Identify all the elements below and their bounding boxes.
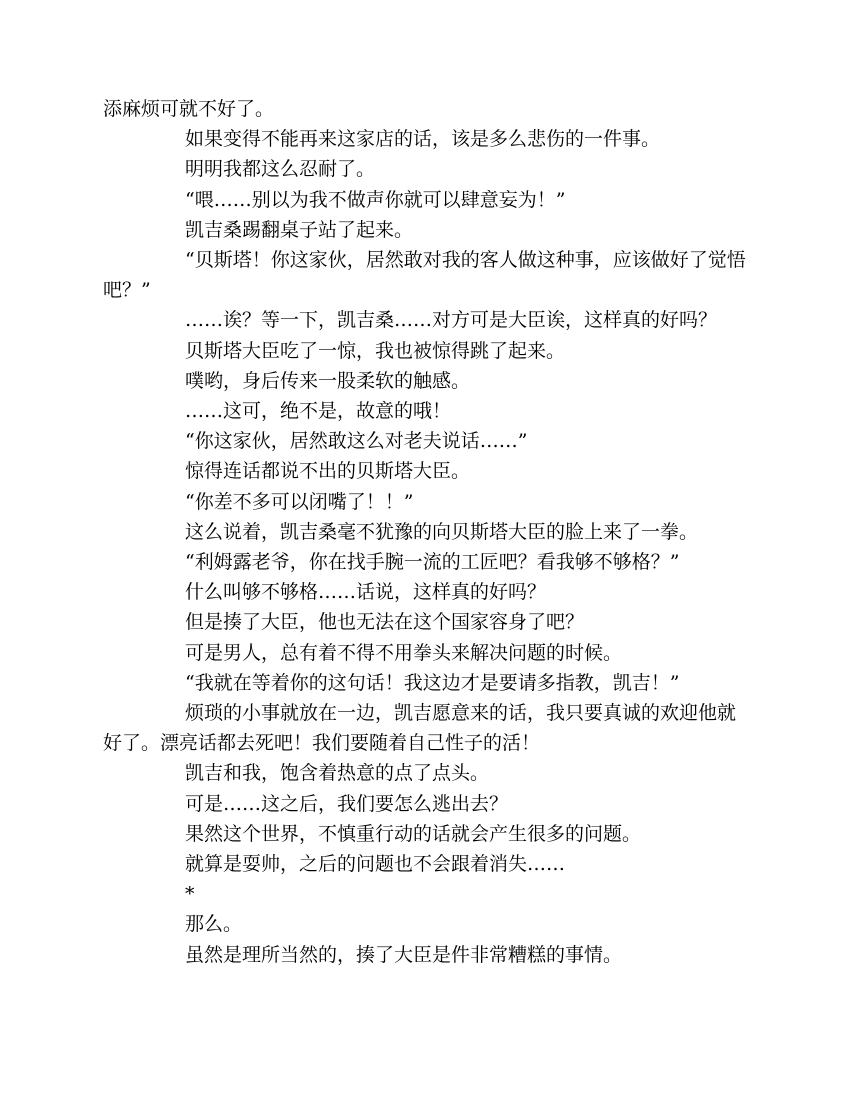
paragraph-9: 噗哟，身后传来一股柔软的触感。 — [185, 369, 471, 392]
paragraph-20: 烦琐的小事就放在一边，凯吉愿意来的话，我只要真诚的欢迎他就好了。漂亮话都去死吧！我们要随着自己性子的活！ — [103, 702, 737, 755]
paragraph-1: 添麻烦可就不好了。 — [103, 98, 275, 120]
paragraph-8: 贝斯塔大臣吃了一惊，我也被惊得跳了起来。 — [185, 339, 566, 362]
paragraph-6: “贝斯塔！你这家伙，居然敢对我的客人做这种事，应该做好了觉悟吧？” — [103, 249, 746, 302]
paragraph-5: 凯吉桑踢翻桌子站了起来。 — [185, 218, 414, 241]
paragraph-22: 可是……这之后，我们要怎么逃出去？ — [185, 792, 509, 815]
paragraph-3: 明明我都这么忍耐了。 — [185, 158, 376, 181]
paragraph-11: “你这家伙，居然敢这么对老夫说话……” — [185, 430, 528, 453]
paragraph-12: 惊得连话都说不出的贝斯塔大臣。 — [185, 460, 471, 483]
paragraph-24: 就算是耍帅，之后的问题也不会跟着消失…… — [185, 853, 566, 876]
paragraph-7: ……诶？等一下，凯吉桑……对方可是大臣诶，这样真的好吗？ — [185, 309, 718, 332]
paragraph-15: “利姆露老爷，你在找手腕一流的工匠吧？看我够不够格？” — [185, 551, 680, 574]
paragraph-23: 果然这个世界，不慎重行动的话就会产生很多的问题。 — [185, 822, 642, 845]
paragraph-27: 虽然是理所当然的，揍了大臣是件非常糟糕的事情。 — [185, 943, 623, 966]
document-page — [103, 94, 748, 970]
paragraph-18: 可是男人，总有着不得不用拳头来解决问题的时候。 — [185, 641, 623, 664]
paragraph-26: 那么。 — [185, 913, 243, 936]
paragraph-14: 这么说着，凯吉桑毫不犹豫的向贝斯塔大臣的脸上来了一拳。 — [185, 520, 699, 543]
paragraph-2: 如果变得不能再来这家店的话，该是多么悲伤的一件事。 — [185, 128, 661, 151]
paragraph-17: 但是揍了大臣，他也无法在这个国家容身了吧？ — [185, 611, 585, 634]
paragraph-16: 什么叫够不够格……话说，这样真的好吗？ — [185, 581, 547, 604]
paragraph-19: “我就在等着你的这句话！我这边才是要请多指教，凯吉！” — [185, 671, 680, 694]
paragraph-4: “喂……别以为我不做声你就可以肆意妄为！” — [185, 188, 566, 211]
scene-break: * — [185, 883, 195, 906]
paragraph-13: “你差不多可以闭嘴了！！” — [185, 490, 414, 513]
paragraph-10: ……这可，绝不是，故意的哦！ — [185, 400, 452, 423]
paragraph-21: 凯吉和我，饱含着热意的点了点头。 — [185, 762, 490, 785]
